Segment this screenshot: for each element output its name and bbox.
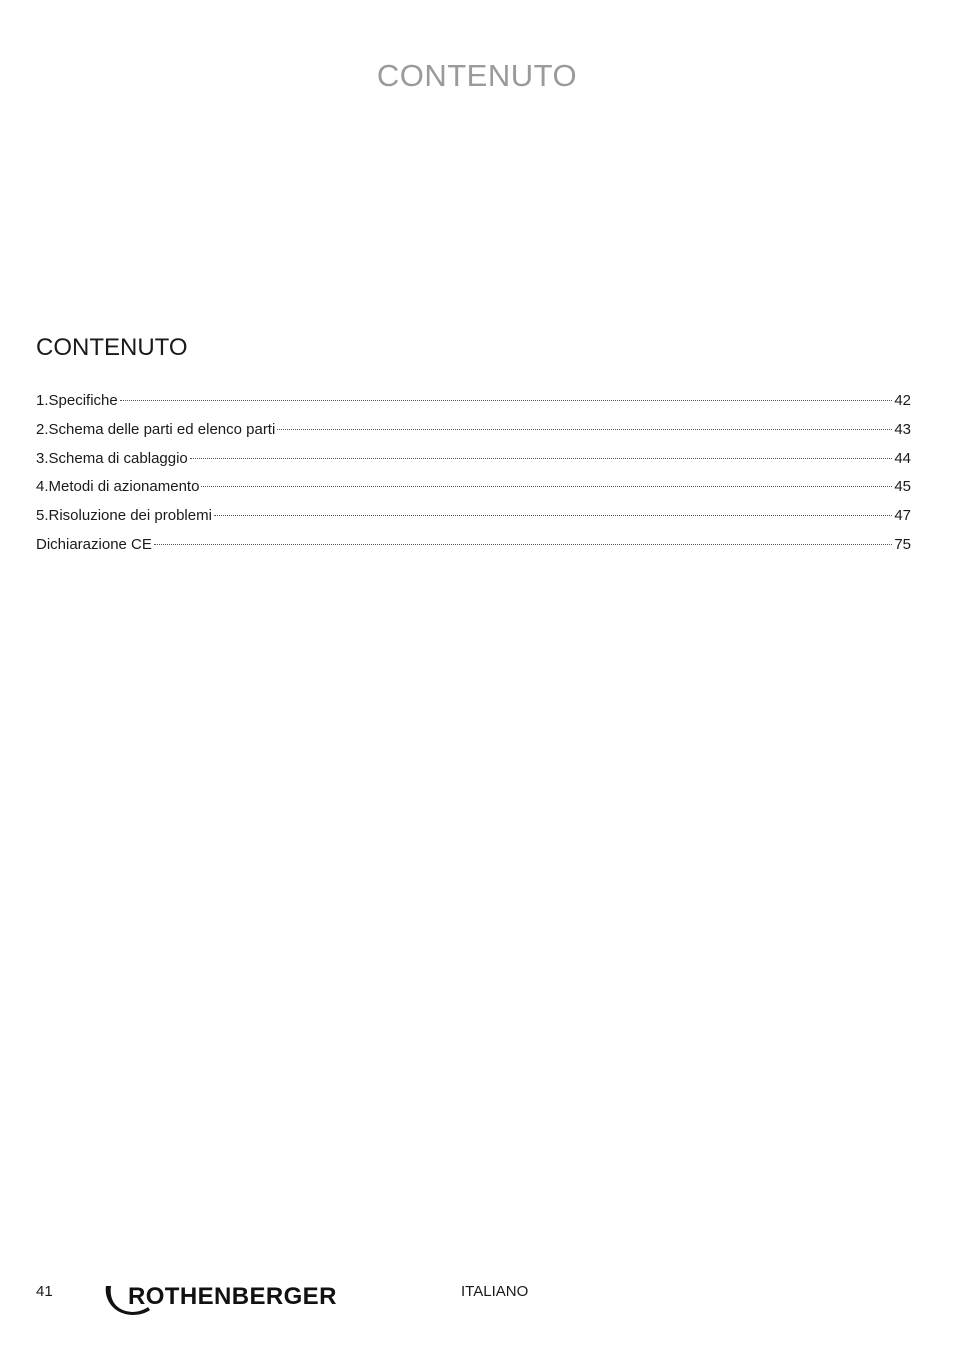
toc-entry[interactable] [36,419,911,448]
toc-entry-label: 3.Schema di cablaggio [36,449,188,467]
rothenberger-logo [102,1280,352,1318]
footer-language: ITALIANO [461,1283,529,1300]
toc-entry[interactable] [36,448,911,477]
toc-entry-page: 45 [894,478,911,496]
toc-leader-dots [201,486,892,487]
toc-entry-page: 47 [894,507,911,525]
toc-entry[interactable] [36,390,911,419]
toc-entry-page: 43 [894,420,911,438]
toc-entry[interactable] [36,534,911,563]
logo-wordmark: ROTHENBERGER [128,1283,337,1310]
table-of-contents [36,390,911,563]
toc-entry-label: Dichiarazione CE [36,535,152,553]
page-header-title: CONTENUTO [376,58,578,93]
toc-entry-page: 42 [894,392,911,409]
toc-leader-dots [190,458,893,459]
toc-entry-label: 5.Risoluzione dei problemi [36,507,212,525]
toc-entry[interactable] [36,505,911,534]
toc-entry-page: 44 [894,449,911,467]
toc-entry-label: 4.Metodi di azionamento [36,478,200,496]
footer-page-number: 41 [36,1283,53,1300]
toc-entry-label: 1.Specifiche [36,392,118,409]
toc-leader-dots [154,544,892,545]
toc-leader-dots [214,515,892,516]
toc-leader-dots [120,400,893,401]
section-title: CONTENUTO [36,334,188,361]
toc-entry-label: 2.Schema delle parti ed elenco parti [36,420,276,438]
toc-entry-page: 75 [894,535,911,553]
toc-entry[interactable] [36,476,911,505]
toc-leader-dots [277,429,892,430]
